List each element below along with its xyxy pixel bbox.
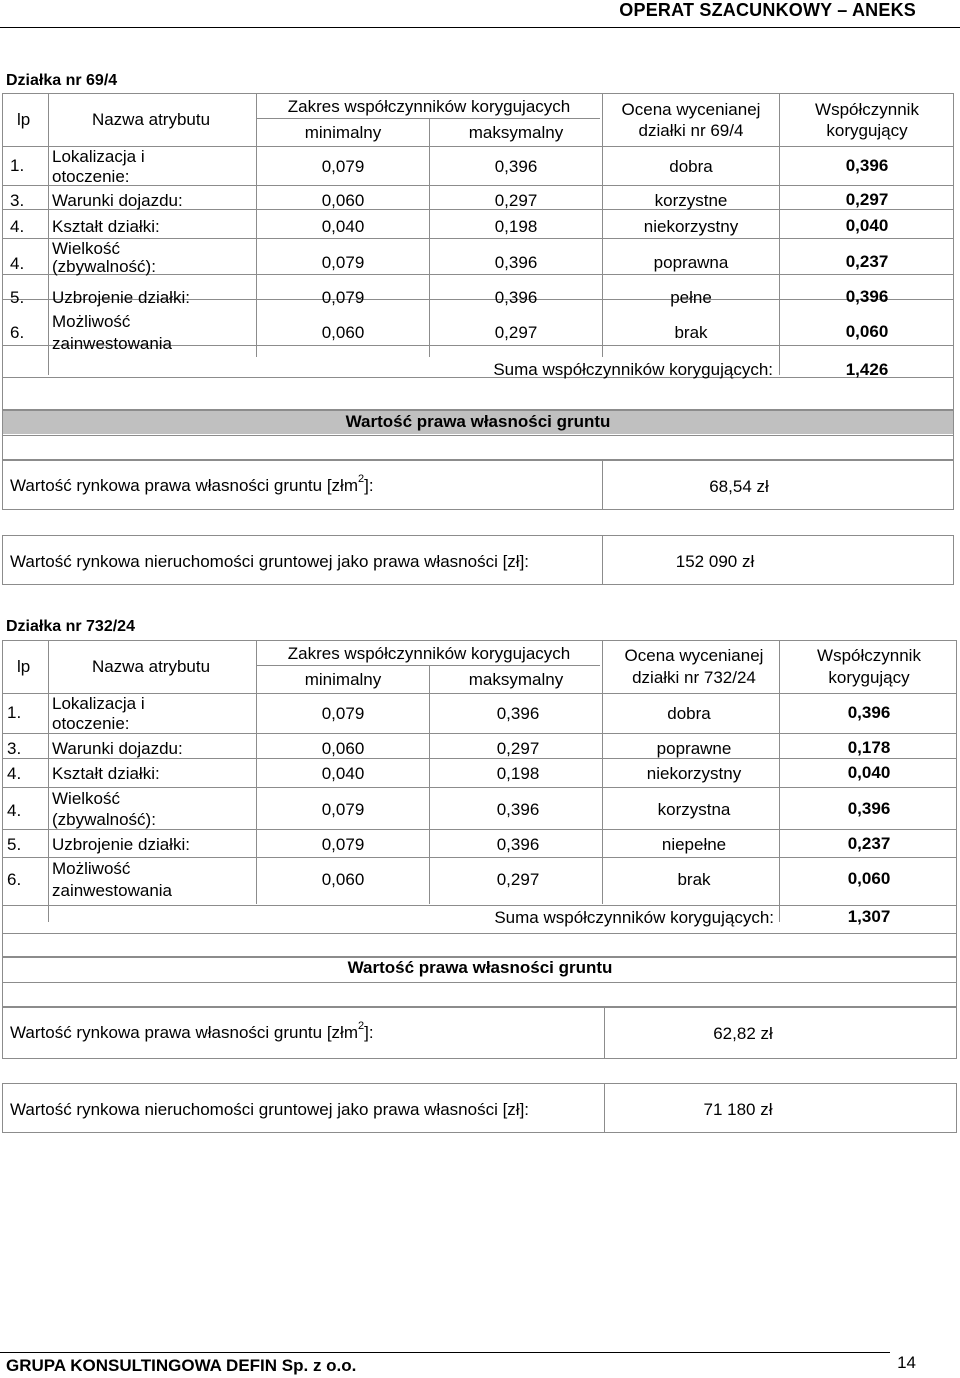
- row-name-line2: zainwestowania: [52, 881, 173, 900]
- total-value-box: [2, 1083, 957, 1133]
- row-max: 0,396: [494, 157, 538, 176]
- sum-value: 1,426: [845, 360, 889, 379]
- page-number: 14: [897, 1353, 916, 1372]
- row-max: 0,396: [494, 288, 538, 307]
- page-header: [0, 0, 960, 28]
- row-name-line1: Warunki dojazdu:: [52, 739, 183, 758]
- row-min: 0,079: [321, 835, 365, 854]
- col-lp-header: lp: [17, 657, 31, 676]
- row-rating: niekorzystny: [646, 764, 742, 783]
- col-min-header: minimalny: [304, 123, 382, 142]
- row-max: 0,396: [496, 835, 540, 854]
- col-coef-header-line1: Współczynnik: [817, 646, 921, 665]
- coefficients-table: [2, 93, 954, 410]
- row-lp: 3.: [7, 739, 22, 758]
- row-rating: brak: [677, 870, 711, 889]
- unit-price-box: [2, 460, 954, 510]
- col-coef-header-line2: korygujący: [828, 668, 910, 687]
- row-rating: niekorzystny: [643, 217, 739, 236]
- unit-price-label: Wartość rynkowa prawa własności gruntu [złm$^2$]:: [10, 473, 374, 495]
- value-section-title: Wartość prawa własności gruntu: [347, 958, 613, 977]
- row-min: 0,079: [321, 288, 365, 307]
- row-name-line2: zainwestowania: [52, 334, 173, 353]
- unit-price-box: [2, 1007, 957, 1059]
- row-max: 0,198: [494, 217, 538, 236]
- row-min: 0,060: [321, 323, 365, 342]
- section-title: Działka nr 69/4: [6, 72, 118, 89]
- row-coef: 0,040: [845, 216, 889, 235]
- document-title: OPERAT SZACUNKOWY – ANEKS: [619, 0, 916, 20]
- col-rating-header-line1: Ocena wycenianej: [624, 646, 764, 665]
- col-range-header: Zakres współczynników korygujacych: [287, 97, 571, 116]
- row-name-line1: Kształt działki:: [52, 764, 160, 783]
- row-coef: 0,297: [845, 190, 889, 209]
- row-name-line1: Warunki dojazdu:: [52, 191, 183, 210]
- row-name-line2: otoczenie:: [52, 714, 130, 733]
- row-lp: 1.: [10, 156, 25, 175]
- footer-divider: [0, 1352, 890, 1353]
- row-name-line1: Możliwość: [52, 859, 131, 878]
- sum-label: Suma współczynników korygujących:: [494, 908, 774, 927]
- col-rating-header-line1: Ocena wycenianej: [621, 100, 761, 119]
- row-rating: dobra: [667, 704, 711, 723]
- row-name-line2: (zbywalność):: [52, 810, 156, 829]
- row-coef: 0,060: [847, 869, 891, 888]
- row-min: 0,079: [321, 253, 365, 272]
- row-max: 0,396: [494, 253, 538, 272]
- row-max: 0,297: [496, 870, 540, 889]
- row-coef: 0,396: [845, 156, 889, 175]
- row-lp: 4.: [10, 254, 25, 273]
- row-rating: niepełne: [661, 835, 727, 854]
- row-max: 0,198: [496, 764, 540, 783]
- row-name-line2: (zbywalność):: [52, 257, 156, 276]
- col-lp-header: lp: [17, 110, 31, 129]
- row-coef: 0,396: [845, 287, 889, 306]
- row-min: 0,079: [321, 800, 365, 819]
- col-min-header: minimalny: [304, 670, 382, 689]
- col-max-header: maksymalny: [468, 670, 564, 689]
- total-value: 152 090 zł: [675, 552, 755, 571]
- col-coef-header-line2: korygujący: [826, 121, 908, 140]
- row-min: 0,060: [321, 739, 365, 758]
- row-coef: 0,040: [847, 763, 891, 782]
- sum-value: 1,307: [847, 907, 891, 926]
- col-name-header: Nazwa atrybutu: [91, 110, 211, 129]
- unit-price-value: 62,82 zł: [713, 1024, 773, 1043]
- row-max: 0,396: [496, 800, 540, 819]
- row-lp: 4.: [10, 217, 25, 236]
- row-name-line1: Kształt działki:: [52, 217, 160, 236]
- row-lp: 1.: [7, 703, 22, 722]
- total-value-label: Wartość rynkowa nieruchomości gruntowej jako prawa własności [zł]:: [10, 1100, 530, 1119]
- row-max: 0,396: [496, 704, 540, 723]
- row-lp: 4.: [7, 801, 22, 820]
- row-coef: 0,237: [845, 252, 889, 271]
- col-rating-header-line2: działki nr 732/24: [632, 668, 756, 687]
- row-lp: 6.: [7, 870, 22, 889]
- col-range-header: Zakres współczynników korygujacych: [287, 644, 571, 663]
- row-coef: 0,396: [847, 799, 891, 818]
- row-rating: poprawne: [656, 739, 732, 758]
- row-lp: 3.: [10, 191, 25, 210]
- unit-price-label: Wartość rynkowa prawa własności gruntu [złm$^2$]:: [10, 1020, 374, 1042]
- row-min: 0,040: [321, 764, 365, 783]
- row-max: 0,297: [494, 323, 538, 342]
- row-min: 0,060: [321, 191, 365, 210]
- row-rating: korzystne: [654, 191, 728, 210]
- row-name-line1: Uzbrojenie działki:: [52, 288, 190, 307]
- row-name-line1: Lokalizacja i: [52, 694, 145, 713]
- row-lp: 5.: [7, 835, 22, 854]
- row-coef: 0,237: [847, 834, 891, 853]
- row-coef: 0,178: [847, 738, 891, 757]
- col-max-header: maksymalny: [468, 123, 564, 142]
- total-value: 71 180 zł: [703, 1100, 773, 1119]
- value-section-title: Wartość prawa własności gruntu: [345, 412, 611, 431]
- row-name-line2: otoczenie:: [52, 167, 130, 186]
- row-rating: korzystna: [657, 800, 731, 819]
- row-rating: brak: [674, 323, 708, 342]
- coefficients-table: [2, 640, 957, 957]
- row-min: 0,040: [321, 217, 365, 236]
- row-name-line1: Możliwość: [52, 312, 131, 331]
- sum-label: Suma współczynników korygujących:: [493, 360, 773, 379]
- row-rating: dobra: [669, 157, 713, 176]
- row-min: 0,079: [321, 157, 365, 176]
- row-max: 0,297: [496, 739, 540, 758]
- unit-price-value: 68,54 zł: [709, 477, 769, 496]
- row-name-line1: Wielkość: [52, 789, 121, 808]
- row-name-line1: Uzbrojenie działki:: [52, 835, 190, 854]
- row-lp: 5.: [10, 288, 25, 307]
- row-lp: 4.: [7, 764, 22, 783]
- row-coef: 0,396: [847, 703, 891, 722]
- row-coef: 0,060: [845, 322, 889, 341]
- row-name-line1: Wielkość: [52, 239, 121, 258]
- row-name-line1: Lokalizacja i: [52, 147, 145, 166]
- row-lp: 6.: [10, 323, 25, 342]
- total-value-box: [2, 535, 954, 585]
- col-coef-header-line1: Współczynnik: [815, 100, 919, 119]
- footer-company: GRUPA KONSULTINGOWA DEFIN Sp. z o.o.: [6, 1356, 357, 1375]
- row-max: 0,297: [494, 191, 538, 210]
- row-rating: poprawna: [653, 253, 729, 272]
- row-rating: pełne: [670, 288, 712, 307]
- total-value-label: Wartość rynkowa nieruchomości gruntowej jako prawa własności [zł]:: [10, 552, 530, 571]
- col-rating-header-line2: działki nr 69/4: [638, 121, 744, 140]
- section-title: Działka nr 732/24: [6, 618, 135, 635]
- col-name-header: Nazwa atrybutu: [91, 657, 211, 676]
- row-min: 0,079: [321, 704, 365, 723]
- row-min: 0,060: [321, 870, 365, 889]
